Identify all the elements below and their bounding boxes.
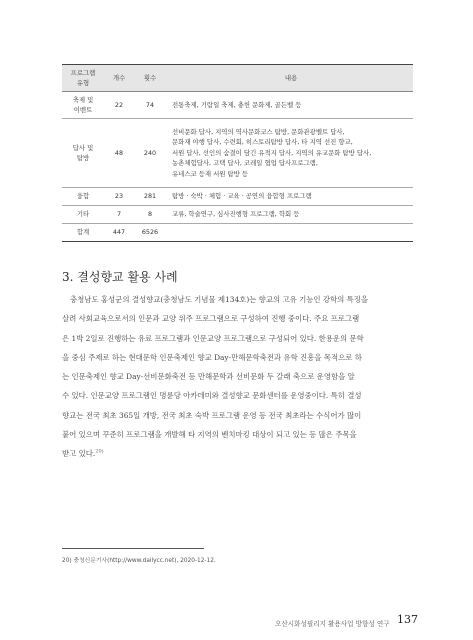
cell-content: 탐방 · 숙박 · 체험 · 교육 · 공연의 융합형 프로그램	[172, 192, 312, 200]
cell-count: 22	[114, 100, 124, 109]
cell-content	[166, 224, 413, 242]
cell-episodes: 6526	[141, 228, 159, 236]
table-row	[62, 119, 413, 188]
section-heading: 3. 결성향교 활용 사례	[62, 270, 178, 284]
paragraph-line: 은 1박 2일로 진행하는 유료 프로그램과 인문교양 프로그램으로 구성되어 있다. 한용운의 문학	[62, 333, 364, 343]
cell-episodes: 240	[143, 148, 157, 157]
program-table	[62, 64, 413, 242]
cell-count: 7	[116, 210, 122, 218]
table-header-row	[62, 65, 413, 92]
table-row	[62, 206, 413, 224]
cell-content: 선비문화 답사, 지역의 역사문화코스 탐방, 문화관광벨트 답사, 문화재 야행 답사, 수련회, 히스토리탐방 답사, 타 지역 선진 향교, 서원 답사, 선인의 숨결이 담긴 유적지 답사, 지역의 유교문화 탐방 답사, 농촌체험답사, 고택 답사, 코레일 협업 답사프로그램, 유네스코 등재 서원 탐방 등	[172, 127, 372, 178]
cell-type: 기타	[76, 210, 90, 218]
paragraph-line: 을 중심 주제로 하는 현대문학 인문축제인 향교 Day-만해문학축전과 유학 진흥을 목적으로 하	[62, 352, 362, 362]
footnote: 20) 충청신문기사(http://www.dailycc.net), 2020-12-12.	[62, 558, 216, 564]
header-episodes: 횟수	[134, 65, 166, 92]
cell-episodes: 74	[145, 100, 155, 109]
paragraph-line: 는 인문축제인 향교 Day-선비문화축전 등 만해문학과 선비문화 두 갈래 축으로 운영함을 알	[62, 372, 355, 382]
paragraph-line: 향교는 전국 최초 365일 개방, 전국 최초 숙박 프로그램 운영 등 전국 최초라는 수식어가 많이	[62, 410, 362, 420]
table-row	[62, 92, 413, 119]
footnote-divider	[62, 548, 204, 549]
cell-type: 축제 및 이벤트	[72, 95, 94, 114]
cell-type: 답사 및 탐방	[72, 143, 94, 162]
paragraph-line: 붙어 있으며 꾸준히 프로그램을 개발해 타 지역의 벤치마킹 대상이 되고 있는 등 많은 주목을	[62, 430, 357, 440]
table-row-total	[62, 224, 413, 242]
cell-content: 전통축제, 기람일 축제, 충헌 문화제, 골든벨 등	[172, 100, 302, 109]
cell-type: 융합	[76, 192, 90, 200]
cell-content: 교류, 학술연구, 심사진행형 프로그램, 학회 등	[172, 210, 300, 218]
paragraph-line-text: 받고 있다.	[62, 449, 96, 459]
page-number: 137	[397, 613, 418, 626]
footnote-marker[interactable]: 20)	[95, 448, 104, 455]
paragraph-line: 살려 사회교육으로서의 인문과 교양 위주 프로그램으로 구성하여 진행 중이다. 주요 프로그램	[62, 314, 360, 324]
paragraph-line: 충청남도 홍성군의 결성향교(충청남도 기념물 제134호)는 향교의 고유 기능인 강학의 특징을	[70, 295, 369, 304]
cell-episodes: 281	[143, 192, 157, 200]
running-title: 오산시화성필리지 활용사업 방향성 연구	[275, 620, 390, 628]
paragraph-line-last	[62, 444, 415, 463]
header-program-type: 프로그램 유형	[62, 65, 104, 92]
paragraph-line: 수 있다. 인문교양 프로그램인 명륜당 아카데미와 결성향교 문화센터를 운영중이다. 특히 결성	[62, 391, 362, 401]
header-count: 개수	[104, 65, 134, 92]
header-content: 내용	[166, 65, 413, 92]
body-paragraph	[62, 290, 415, 464]
cell-count: 23	[114, 192, 124, 200]
cell-count: 48	[114, 148, 124, 157]
cell-type: 합계	[76, 228, 90, 236]
cell-episodes: 8	[147, 210, 153, 218]
cell-count: 447	[112, 228, 126, 236]
table-row	[62, 188, 413, 206]
